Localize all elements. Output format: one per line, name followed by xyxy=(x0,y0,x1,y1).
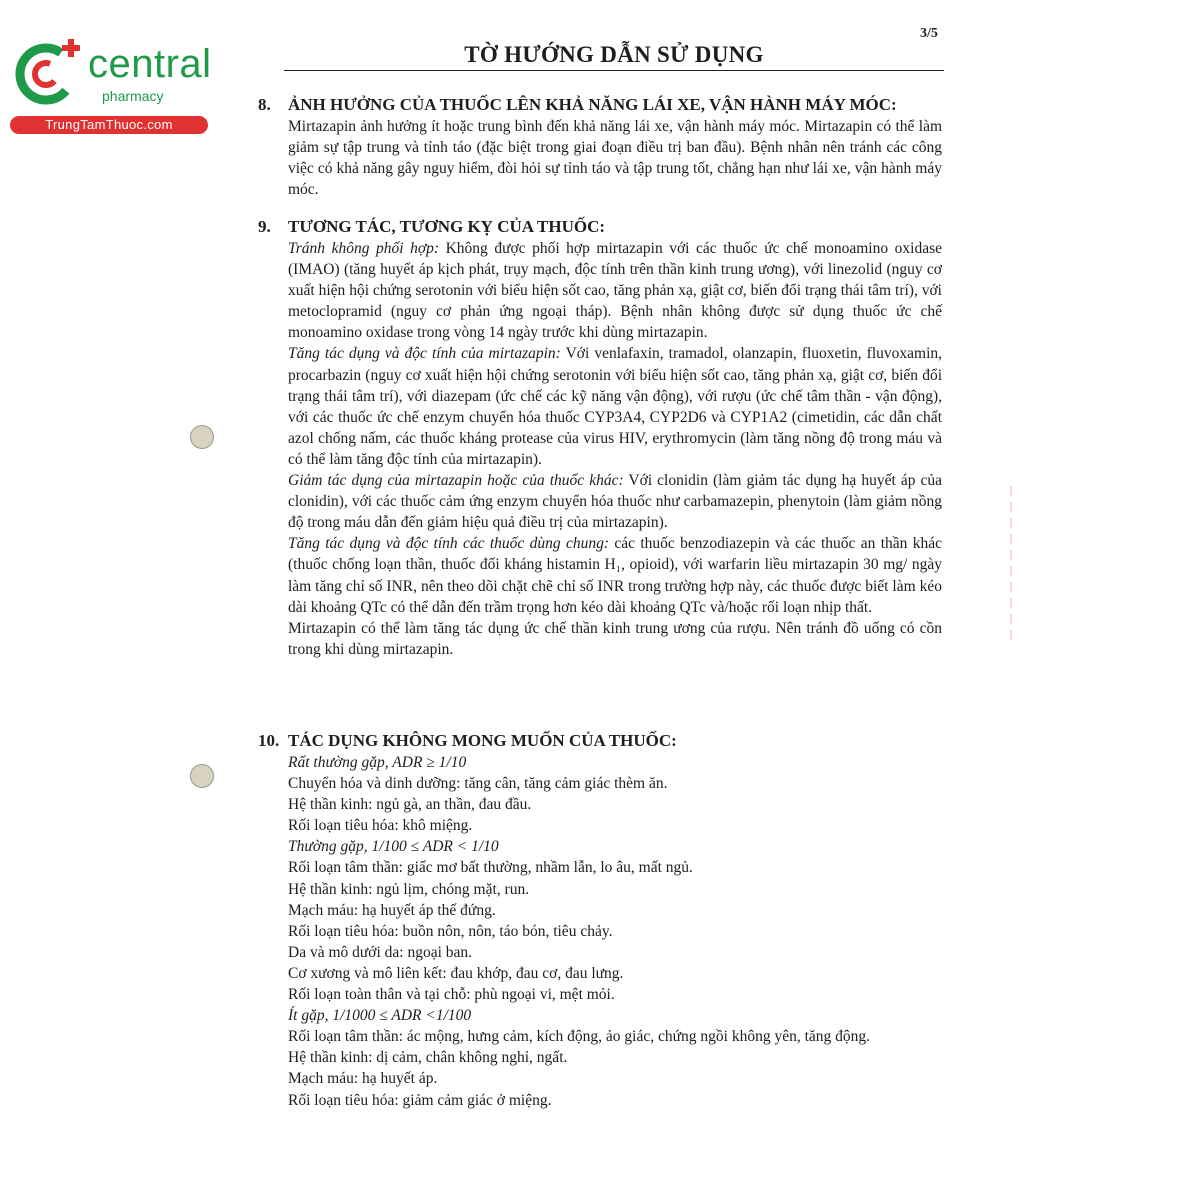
section-title: ẢNH HƯỞNG CỦA THUỐC LÊN KHẢ NĂNG LÁI XE, VẬN HÀNH MÁY MÓC: xyxy=(288,95,897,114)
paragraph-text: các thuốc benzodiazepin và các thuốc an thần khác (thuốc chống loạn thần, thuốc đối kháng histamin H₁, opioid), với warfarin liều mirtazapin 30 mg/ ngày làm tăng chỉ số INR, nên theo dõi chặt chẽ chỉ số INR trong trường hợp này, các thuốc được biết làm kéo dài khoảng QTc có thể dẫn đến trầm trọng hơn kéo dài khoảng QTc và/hoặc rối loạn nhịp thất. xyxy=(288,535,942,616)
paragraph-label: Tránh không phối hợp: xyxy=(288,240,440,257)
adverse-effects-list xyxy=(288,752,942,1111)
paragraph xyxy=(288,238,942,343)
list-item: Hệ thần kinh: dị cảm, chân không nghỉ, ngất. xyxy=(288,1049,568,1067)
list-item: Cơ xương và mô liên kết: đau khớp, đau cơ, đau lưng. xyxy=(288,964,624,982)
section-number: 9. xyxy=(258,217,271,236)
punch-hole xyxy=(190,764,214,788)
section-body xyxy=(288,238,942,660)
frequency-label: Rất thường gặp, ADR ≥ 1/10 xyxy=(288,754,467,771)
paragraph-label: Giảm tác dụng của mirtazapin hoặc của thuốc khác: xyxy=(288,472,624,490)
section-heading xyxy=(258,216,942,238)
section-title: TÁC DỤNG KHÔNG MONG MUỐN CỦA THUỐC: xyxy=(288,731,677,750)
section-9 xyxy=(258,216,942,660)
paragraph: Mirtazapin ảnh hưởng ít hoặc trung bình đến khả năng lái xe, vận hành máy móc. Mirtazapin có thể làm giảm sự tập trung và tỉnh táo (đặc biệt trong giai đoạn điều trị ban đầu). Bệnh nhân nên tránh các công việc có khả năng gây nguy hiểm, đòi hỏi sự tỉnh táo và tập trung tốt, chẳng hạn như lái xe, vận hành máy móc. xyxy=(288,118,942,199)
list-item: Rối loạn tiêu hóa: buồn nôn, nôn, táo bón, tiêu chảy. xyxy=(288,922,613,940)
section-8 xyxy=(258,94,942,200)
paragraph-label: Tăng tác dụng và độc tính các thuốc dùng chung: xyxy=(288,535,610,553)
website-badge: TrungTamThuoc.com xyxy=(10,116,208,134)
paragraph xyxy=(288,343,942,470)
section-heading xyxy=(258,94,942,116)
list-item: Rối loạn tiêu hóa: giảm cảm giác ở miệng. xyxy=(288,1091,552,1109)
paragraph-text: Không được phối hợp mirtazapin với các thuốc ức chế monoamino oxidase (IMAO) (tăng huyết áp kịch phát, trụy mạch, độc tính trên thần kinh trung ương), với linezolid (nguy cơ xuất hiện hội chứng serotonin với biểu hiện sốt cao, tăng phản xạ, giật cơ, biến đổi trạng thái tâm trí), với metoclopramid (nguy cơ phản ứng ngoại tháp). Bệnh nhân không được sử dụng thuốc ức chế monoamino oxidase trong vòng 14 ngày trước khi dùng mirtazapin. xyxy=(288,240,942,342)
section-number: 8. xyxy=(258,95,271,114)
list-item: Hệ thần kinh: ngủ gà, an thần, đau đầu. xyxy=(288,796,532,814)
section-title: TƯƠNG TÁC, TƯƠNG KỴ CỦA THUỐC: xyxy=(288,217,606,236)
paragraph xyxy=(288,618,942,660)
frequency-label: Ít gặp, 1/1000 ≤ ADR <1/100 xyxy=(288,1007,472,1025)
page-number: 3/5 xyxy=(920,26,938,41)
section-body xyxy=(288,116,942,200)
list-item: Chuyển hóa và dinh dưỡng: tăng cân, tăng cảm giác thèm ăn. xyxy=(288,775,668,793)
paragraph-text: Với clonidin (làm giảm tác dụng hạ huyết áp của clonidin), với các thuốc cảm ứng enzym chuyển hóa thuốc như carbamazepin, phenytoin (làm giảm nồng độ trong máu dẫn đến giảm hiệu quả điều trị của mirtazapin). xyxy=(288,472,942,532)
paragraph-label: Tăng tác dụng và độc tính của mirtazapin: xyxy=(288,345,561,363)
section-10 xyxy=(258,730,942,1111)
list-item: Mạch máu: hạ huyết áp. xyxy=(288,1070,438,1088)
list-item: Rối loạn tâm thần: ác mộng, hưng cảm, kích động, ảo giác, chứng ngồi không yên, tăng động. xyxy=(288,1028,871,1046)
section-number: 10. xyxy=(258,731,280,750)
paragraph-text: Mirtazapin có thể làm tăng tác dụng ức chế thần kinh trung ương của rượu. Nên tránh đồ uống có cồn trong khi dùng mirtazapin. xyxy=(288,619,942,658)
list-item: Rối loạn toàn thân và tại chỗ: phù ngoại vi, mệt mỏi. xyxy=(288,986,615,1004)
document-title: TỜ HƯỚNG DẪN SỬ DỤNG xyxy=(464,42,764,67)
list-item: Da và mô dưới da: ngoại ban. xyxy=(288,943,473,961)
brand-subtitle: pharmacy xyxy=(102,88,164,104)
section-heading xyxy=(258,730,942,752)
frequency-label: Thường gặp, 1/100 ≤ ADR < 1/10 xyxy=(288,838,499,856)
list-item: Rối loạn tâm thần: giấc mơ bất thường, nhầm lẫn, lo âu, mất ngủ. xyxy=(288,859,693,877)
red-stamp-mark: | | | | | | | | | | xyxy=(1009,484,1013,640)
punch-hole xyxy=(190,425,214,449)
title-divider xyxy=(284,70,944,71)
central-pharmacy-logo xyxy=(10,36,215,136)
brand-name: central xyxy=(88,42,212,86)
paragraph xyxy=(288,470,942,533)
paragraph xyxy=(288,533,942,617)
list-item: Hệ thần kinh: ngủ lịm, chóng mặt, run. xyxy=(288,880,530,898)
paragraph-text: Với venlafaxin, tramadol, olanzapin, fluoxetin, fluvoxamin, procarbazin (nguy cơ xuất hiện hội chứng serotonin với biểu hiện sốt cao, tăng phản xạ, giật cơ, biến đổi trạng thái tâm trí), với diazepam (ức chế các kỹ năng vận động), với rượu (ức chế tâm thần - vận động), với các thuốc ức chế enzym chuyển hóa thuốc CYP3A4, CYP2D6 và CYP1A2 (cimetidin, các dẫn chất azol chống nấm, các thuốc kháng protease của virus HIV, erythromycin (làm tăng nồng độ trong máu và có thể làm tăng độc tính của mirtazapin). xyxy=(288,345,943,468)
list-item: Rối loạn tiêu hóa: khô miệng. xyxy=(288,817,473,835)
list-item: Mạch máu: hạ huyết áp thế đứng. xyxy=(288,901,496,919)
pharmacy-cross-icon xyxy=(10,36,86,112)
